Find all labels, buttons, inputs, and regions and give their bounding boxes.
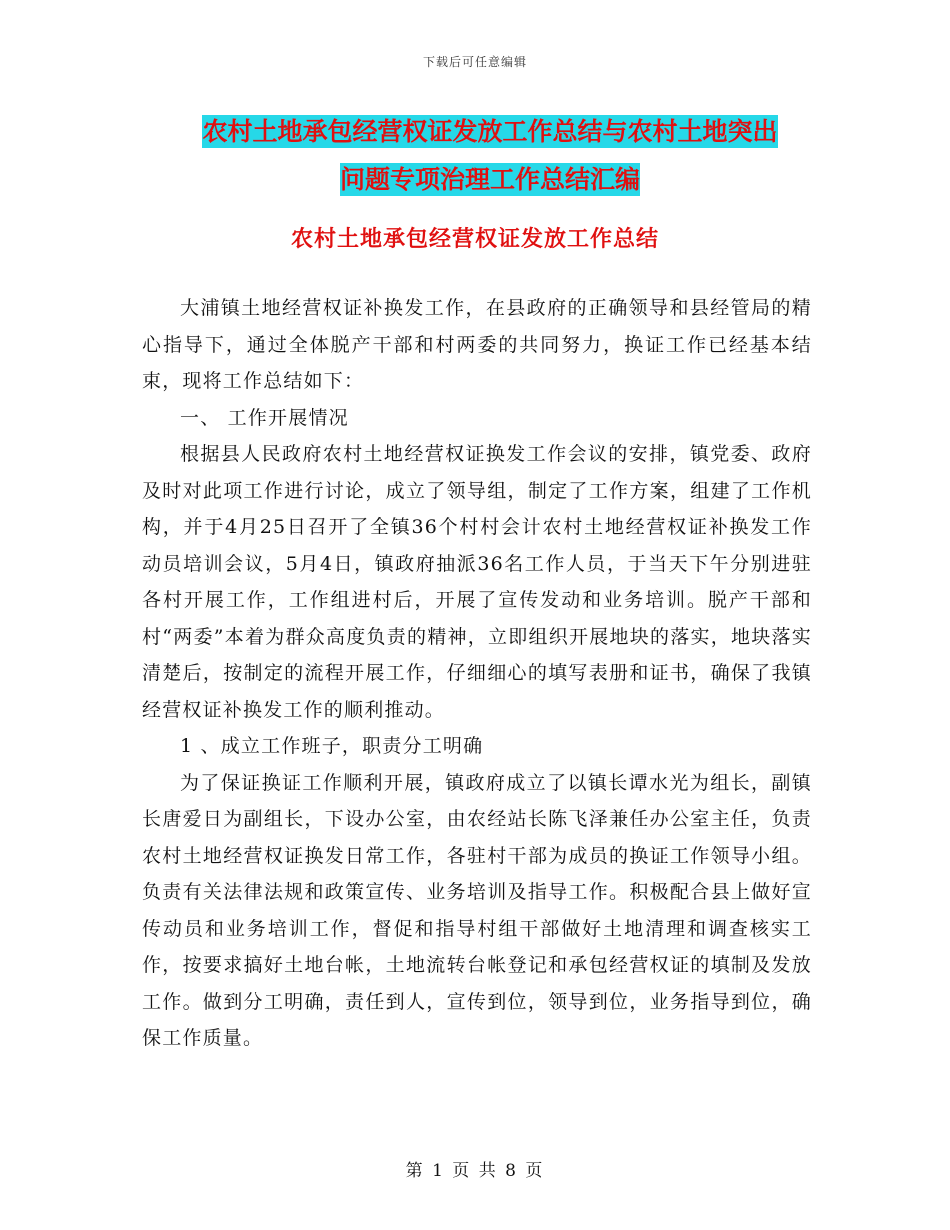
- main-title-line-1: 农村土地承包经营权证发放工作总结与农村土地突出: [202, 117, 778, 146]
- paragraph-work-progress: 根据县人民政府农村土地经营权证换发工作会议的安排，镇党委、政府及时对此项工作进行讨论，成立了领导组，制定了工作方案，组建了工作机构，并于4月25日召开了全镇36个村村会计农村土地经营权证补换发工作动员培训会议，5月4日，镇政府抽派36名工作人员，于当天下午分别进驻各村开展工作，工作组进村后，开展了宣传发动和业务培训。脱产干部和村“两委”本着为群众高度负责的精神，立即组织开展地块的落实，地块落实清楚后，按制定的流程开展工作，仔细细心的填写表册和证书，确保了我镇经营权证补换发工作的顺利推动。: [142, 443, 812, 721]
- heading-work-progress: 一、 工作开展情况: [180, 406, 349, 429]
- main-title: [140, 108, 840, 204]
- page-footer: 第 1 页 共 8 页: [405, 1161, 545, 1181]
- section-title: 农村土地承包经营权证发放工作总结: [290, 226, 659, 252]
- header-note: 下载后可任意编辑: [422, 55, 527, 69]
- main-title-line-2: 问题专项治理工作总结汇编: [339, 165, 640, 194]
- body-text: [142, 290, 812, 1057]
- paragraph-team: 为了保证换证工作顺利开展，镇政府成立了以镇长谭水光为组长，副镇长唐爱日为副组长，下设办公室，由农经站长陈飞泽兼任办公室主任，负责农村土地经营权证换发日常工作，各驻村干部为成员的换证工作领导小组。负责有关法律法规和政策宣传、业务培训及指导工作。积极配合县上做好宣传动员和业务培训工作，督促和指导村组干部做好土地清理和调查核实工作，按要求搞好土地台帐，土地流转台帐登记和承包经营权证的填制及发放工作。做到分工明确，责任到人，宣传到位，领导到位，业务指导到位，确保工作质量。: [142, 771, 812, 1049]
- paragraph-intro: 大浦镇土地经营权证补换发工作，在县政府的正确领导和县经管局的精心指导下，通过全体脱产干部和村两委的共同努力，换证工作已经基本结束，现将工作总结如下：: [142, 297, 812, 392]
- subheading-team: 1 、成立工作班子，职责分工明确: [180, 735, 484, 757]
